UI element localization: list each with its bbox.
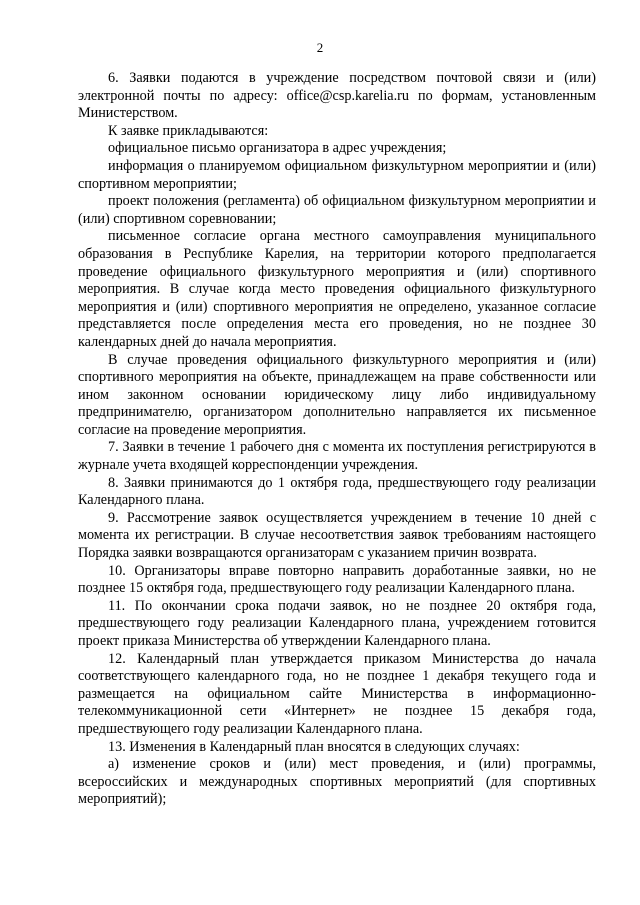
paragraph-attachments-intro: К заявке прикладываются: [108, 122, 269, 139]
document-body [78, 70, 596, 809]
paragraph-attachment-regulation: проект положения (регламента) об официальном физкультурном мероприятии и (или) спортивном соревновании; [78, 193, 596, 227]
paragraph-attachment-consent: письменное согласие органа местного самоуправления муниципального образования в Республике Карелия, на территории которого предполагается проведение официального физкультурного мероприятия и (или) спортивного мероприятия. В случае когда место проведения официального физкультурного мероприятия и (или) спортивного мероприятия не определено, указанное согласие представляется после определения места его проведения, но не позднее 30 календарных дней до начала мероприятия. [78, 228, 596, 350]
page-number: 2 [316, 40, 324, 55]
paragraph-12: 12. Календарный план утверждается приказом Министерства до начала соответствующего календарного года, но не позднее 1 декабря текущего года и размещается на официальном сайте Министерства в информационно-телекоммуникационной сети «Интернет» не позднее 15 декабря года, предшествующего году реализации Календарного плана. [78, 650, 596, 737]
paragraph-13a: а) изменение сроков и (или) мест проведения, и (или) программы, всероссийских и международных спортивных мероприятий (для спортивных мероприятий); [78, 756, 596, 808]
paragraph-7: 7. Заявки в течение 1 рабочего дня с момента их поступления регистрируются в журнале учета входящей корреспонденции учреждения. [78, 439, 596, 474]
paragraph-attachment-info: информация о планируемом официальном физкультурном мероприятии и (или) спортивном мероприятии; [78, 157, 596, 192]
paragraph-8: 8. Заявки принимаются до 1 октября года, предшествующего году реализации Календарного плана. [78, 474, 596, 509]
paragraph-10: 10. Организаторы вправе повторно направить доработанные заявки, но не позднее 15 октября года, предшествующего году реализации Календарного плана. [78, 562, 596, 597]
paragraph-13: 13. Изменения в Календарный план вносятся в следующих случаях: [108, 738, 520, 755]
paragraph-attachment-letter: официальное письмо организатора в адрес учреждения; [108, 140, 447, 157]
paragraph-owner-consent: В случае проведения официального физкультурного мероприятия и (или) спортивного мероприятия на объекте, принадлежащем на праве собственности или ином законном основании юридическому лицу либо индивидуальному предпринимателю, организатором дополнительно направляется их письменное согласие на проведение мероприятия. [78, 351, 596, 438]
paragraph-11: 11. По окончании срока подачи заявок, но не позднее 20 октября года, предшествующего году реализации Календарного плана, учреждением готовится проект приказа Министерства об утверждении Календарного плана. [78, 597, 596, 649]
paragraph-9: 9. Рассмотрение заявок осуществляется учреждением в течение 10 дней с момента их регистрации. В случае несоответствия заявок требованиям настоящего Порядка заявки возвращаются организаторам с указанием причин возврата. [78, 509, 596, 562]
paragraph-6: 6. Заявки подаются в учреждение посредством почтовой связи и (или) электронной почты по адресу: office@csp.karelia.ru по формам, установленным Министерством. [78, 70, 596, 122]
